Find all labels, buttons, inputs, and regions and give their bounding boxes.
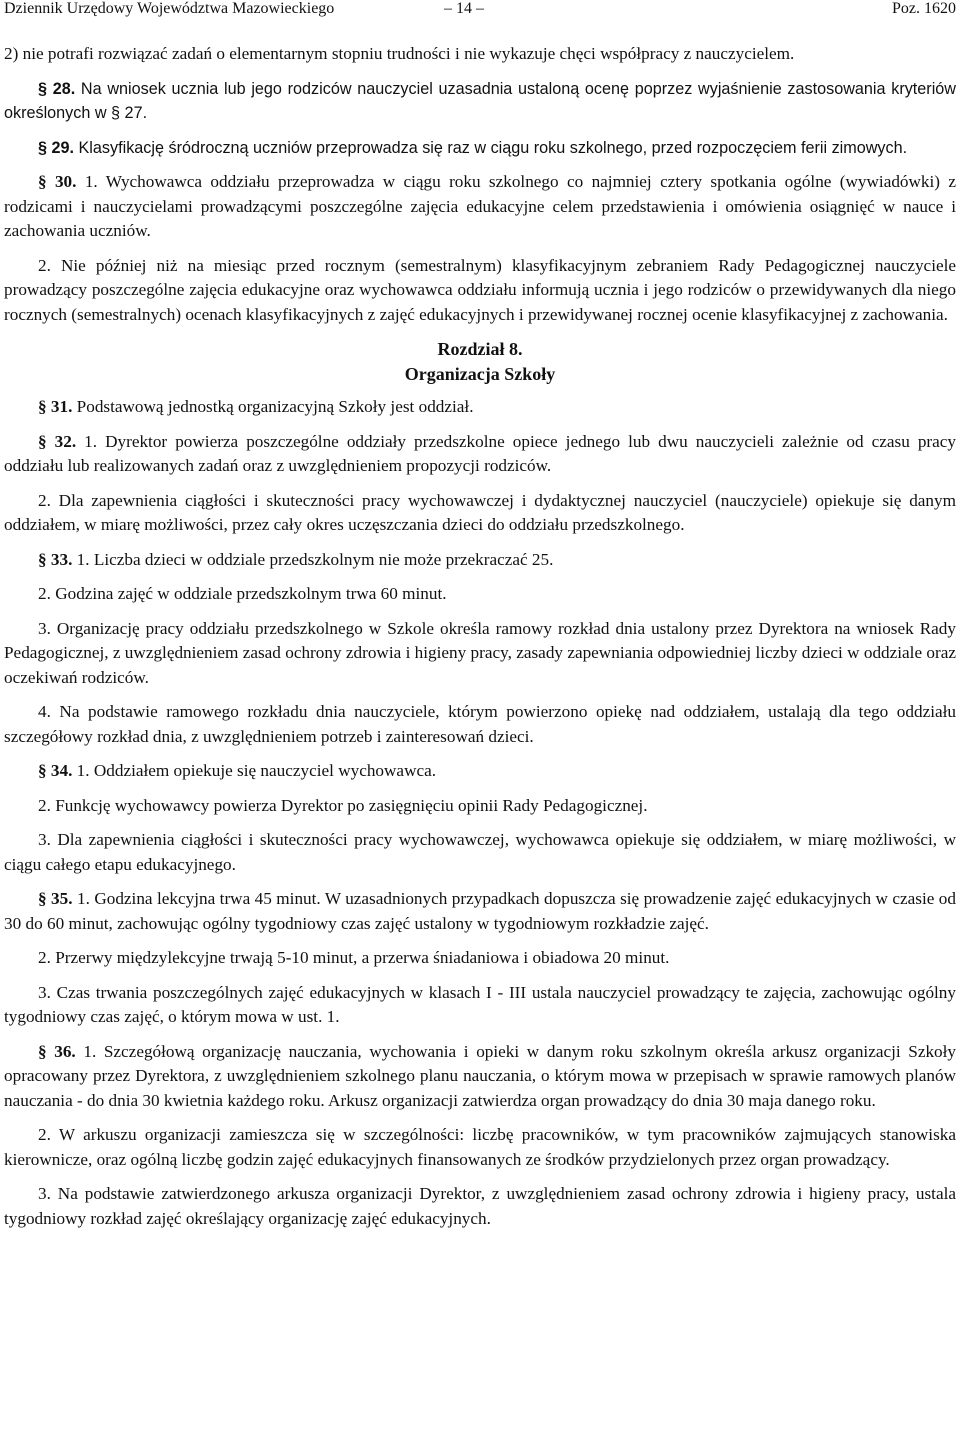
paragraph-text: 1. Godzina lekcyjna trwa 45 minut. W uzasadnionych przypadkach dopuszcza się prowadzenie zajęć edukacyjnych w czasie od 30 do 60 minut, zachowując ogólny tygodniowy czas zajęć ustalony w tygodniowym rozkładzie zajęć. — [4, 889, 956, 933]
paragraph-33-1 — [4, 548, 956, 573]
paragraph-text: 3. Czas trwania poszczególnych zajęć edukacyjnych w klasach I - III ustala nauczyciel prowadzący te zajęcia, zachowując ogólny tygodniowy czas zajęć, o którym mowa w ust. 1. — [4, 982, 956, 1026]
paragraph-32-2 — [4, 489, 956, 538]
paragraph-text: Klasyfikację śródroczną uczniów przeprowadza się raz w ciągu roku szkolnego, przed rozpoczęciem ferii zimowych. — [74, 138, 908, 157]
paragraph-34-3 — [4, 828, 956, 877]
paragraph-29 — [4, 136, 956, 161]
paragraph-text: 3. Organizację pracy oddziału przedszkolnego w Szkole określa ramowy rozkład dnia ustalony przez Dyrektora na wniosek Rady Pedagogicznej, z uwzględnieniem zasad ochrony zdrowia i higieny pracy, zasady zapewniania odpowiedniej liczby dzieci w oddziale oraz oczekiwań rodziców. — [4, 618, 956, 687]
paragraph-text: 3. Na podstawie zatwierdzonego arkusza organizacji Dyrektor, z uwzględnieniem zasad ochrony zdrowia i higieny pracy, ustala tygodniowy rozkład zajęć określający organizację zajęć edukacyjnych. — [4, 1184, 956, 1228]
paragraph-34-2 — [4, 794, 956, 819]
paragraph-text: 2. Godzina zajęć w oddziale przedszkolnym trwa 60 minut. — [38, 584, 447, 603]
paragraph-text: 1. Liczba dzieci w oddziale przedszkolnym nie może przekraczać 25. — [72, 549, 554, 569]
paragraph-text: Na wniosek ucznia lub jego rodziców nauczyciel uzasadnia ustaloną ocenę poprzez wyjaśnienie zastosowania kryteriów określonych w § 27. — [4, 79, 956, 122]
section-number: § 35. — [38, 889, 73, 908]
page-number: – 14 – — [444, 0, 484, 17]
paragraph-32-1 — [4, 430, 956, 479]
paragraph-36-2 — [4, 1123, 956, 1172]
paragraph-text: 1. Oddziałem opiekuje się nauczyciel wychowawca. — [72, 761, 437, 780]
paragraph-28 — [4, 77, 956, 126]
position-number: Poz. 1620 — [892, 0, 956, 17]
paragraph-text: 1. Wychowawca oddziału przeprowadza w ciągu roku szkolnego co najmniej cztery spotkania ogólne (wywiadówki) z rodzicami i nauczycielami prowadzącymi poszczególne zajęcia edukacyjne celem przedstawienia i omówienia osiągnięć w nauce i zachowania uczniów. — [4, 172, 957, 240]
paragraph-text: 4. Na podstawie ramowego rozkładu dnia nauczyciele, którym powierzono opiekę nad oddziałem, ustalają dla tego oddziału szczegółowy rozkład dnia, z uwzględnieniem potrzeb i zainteresowań dzieci. — [4, 702, 956, 746]
paragraph-text: 2. Nie później niż na miesiąc przed rocznym (semestralnym) klasyfikacyjnym zebraniem Rady Pedagogicznej nauczyciele prowadzący poszczególne zajęcia edukacyjne oraz wychowawca oddziału informują ucznia i jego rodziców o przewidywanych dla niego rocznych (semestralnych) ocenach klasyfikacyjnych z zajęć edukacyjnych i przewidywanej rocznej ocenie klasyfikacyjnej z zachowania. — [4, 255, 956, 324]
paragraph-33-4 — [4, 700, 956, 749]
document-body — [4, 42, 956, 1231]
section-number: § 32. — [38, 431, 77, 451]
page-header — [4, 0, 956, 24]
journal-title: Dziennik Urzędowy Województwa Mazowieckiego — [4, 0, 335, 17]
paragraph-35-3 — [4, 981, 956, 1030]
paragraph-text: 2. Przerwy międzylekcyjne trwają 5-10 minut, a przerwa śniadaniowa i obiadowa 20 minut. — [38, 948, 670, 967]
paragraph-36-1 — [4, 1040, 956, 1114]
paragraph-text: 2) nie potrafi rozwiązać zadań o elementarnym stopniu trudności i nie wykazuje chęci współpracy z nauczycielem. — [4, 44, 795, 63]
paragraph-text: 1. Szczegółową organizację nauczania, wychowania i opieki w danym roku szkolnym określa arkusz organizacji Szkoły opracowany przez Dyrektora, z uwzględnieniem szkolnego planu nauczania, o którym mowa w przepisach w sprawie ramowych planów nauczania - do dnia 30 kwietnia każdego roku. Arkusz organizacji zatwierdza organ prowadzący do dnia 30 maja danego roku. — [4, 1041, 957, 1110]
paragraph-33-3 — [4, 617, 956, 691]
section-number: § 36. — [38, 1041, 76, 1061]
section-number: § 29. — [38, 138, 75, 157]
document-page — [4, 0, 956, 1241]
paragraph-30-1 — [4, 170, 956, 244]
paragraph-35-1 — [4, 887, 956, 936]
section-number: § 33. — [38, 549, 73, 569]
paragraph-text: 3. Dla zapewnienia ciągłości i skuteczności pracy wychowawczej, wychowawca opiekuje się oddziałem, w miarę możliwości, w ciągu całego etapu edukacyjnego. — [4, 830, 956, 874]
section-number: § 31. — [38, 397, 73, 416]
paragraph-28-2 — [4, 42, 956, 67]
paragraph-30-2 — [4, 254, 956, 328]
paragraph-35-2 — [4, 946, 956, 971]
section-number: § 28. — [38, 79, 76, 98]
paragraph-text: 2. W arkuszu organizacji zamieszcza się w szczególności: liczbę pracowników, w tym pracowników zajmujących stanowiska kierownicze, oraz ogólną liczbę godzin zajęć edukacyjnych finansowanych ze środków przydzielonych przez organ prowadzący. — [4, 1125, 956, 1169]
paragraph-34-1 — [4, 759, 956, 784]
chapter-number: Rozdział 8. — [437, 339, 523, 359]
paragraph-text: 1. Dyrektor powierza poszczególne oddziały przedszkolne opiece jednego lub dwu nauczycieli zależnie od czasu pracy oddziału lub realizowanych zadań oraz z uwzględnieniem propozycji rodziców. — [4, 431, 956, 475]
paragraph-text: Podstawową jednostką organizacyjną Szkoły jest oddział. — [72, 397, 474, 416]
section-number: § 34. — [38, 761, 73, 780]
paragraph-text: 2. Dla zapewnienia ciągłości i skuteczności pracy wychowawczej i dydaktycznej nauczyciel (nauczyciele) opiekuje się danym oddziałem, w miarę możliwości, przez cały okres uczęszczania dzieci do oddziału przedszkolnego. — [4, 490, 956, 534]
paragraph-text: 2. Funkcję wychowawcy powierza Dyrektor po zasięgnięciu opinii Rady Pedagogicznej. — [38, 795, 648, 815]
chapter-heading — [4, 337, 956, 387]
paragraph-31 — [4, 395, 956, 420]
section-number: § 30. — [38, 172, 77, 191]
paragraph-36-3 — [4, 1182, 956, 1231]
paragraph-33-2 — [4, 582, 956, 607]
chapter-title: Organizacja Szkoły — [404, 364, 556, 384]
